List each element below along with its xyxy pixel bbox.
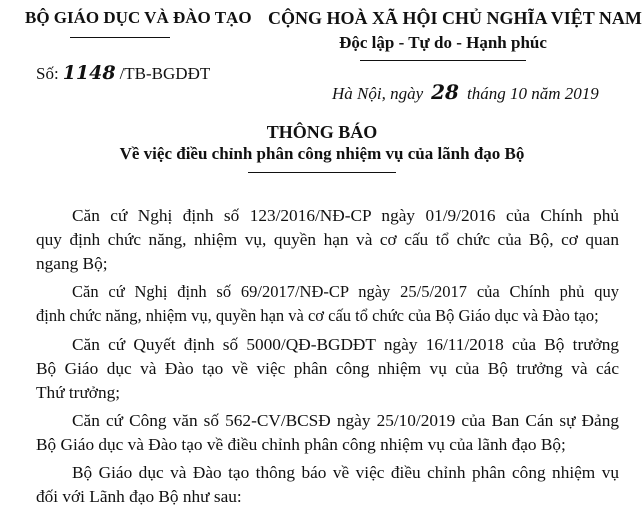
- national-name: CỘNG HOÀ XÃ HỘI CHỦ NGHĨA VIỆT NAM: [268, 8, 642, 28]
- paragraph-line: đối với Lãnh đạo Bộ như sau:: [36, 487, 242, 506]
- paragraph-announcement: [36, 461, 619, 509]
- date-prefix: Hà Nội, ngày: [332, 84, 424, 103]
- document-number: [36, 62, 210, 84]
- doc-number-prefix: Số:: [36, 64, 59, 83]
- paragraph-line: định chức năng, nhiệm vụ, quyền hạn và cơ cấu tổ chức của Bộ Giáo dục và Đào tạo;: [36, 306, 599, 325]
- paragraph-line: Bộ Giáo dục và Đào tạo về việc phân công nhiệm vụ của Bộ trưởng và các: [36, 359, 619, 378]
- title-underline: [248, 172, 396, 173]
- paragraph-line: ngang Bộ;: [36, 254, 108, 273]
- document-title: THÔNG BÁO: [266, 122, 378, 142]
- place-date: [332, 80, 599, 104]
- agency-underline: [70, 37, 170, 38]
- paragraph-line: Bộ Giáo dục và Đào tạo thông báo về việc điều chỉnh phân công nhiệm vụ: [72, 463, 619, 482]
- paragraph-line: Bộ Giáo dục và Đào tạo về điều chỉnh phân công nhiệm vụ của lãnh đạo Bộ;: [36, 435, 566, 454]
- paragraph-line: Căn cứ Nghị định số 69/2017/NĐ-CP ngày 25/5/2017 của Chính phủ quy: [72, 282, 619, 301]
- paragraph-line: Căn cứ Công văn số 562-CV/BCSĐ ngày 25/10/2019 của Ban Cán sự Đảng: [72, 411, 619, 430]
- doc-number-handwritten: 1148: [62, 62, 116, 84]
- motto-underline: [360, 60, 526, 61]
- issuing-agency: BỘ GIÁO DỤC VÀ ĐÀO TẠO: [25, 8, 252, 27]
- doc-number-suffix: /TB-BGDĐT: [119, 64, 211, 83]
- date-suffix: tháng 10 năm 2019: [466, 84, 599, 103]
- date-day-handwritten: 28: [431, 80, 459, 104]
- national-motto: Độc lập - Tự do - Hạnh phúc: [339, 33, 547, 52]
- paragraph-decree-69: [36, 280, 619, 328]
- paragraph-decree-123: [36, 204, 619, 276]
- paragraph-dispatch-562: [36, 409, 619, 457]
- paragraph-line: Căn cứ Quyết định số 5000/QĐ-BGDĐT ngày 16/11/2018 của Bộ trưởng: [72, 335, 619, 354]
- paragraph-line: Căn cứ Nghị định số 123/2016/NĐ-CP ngày 01/9/2016 của Chính phủ: [72, 206, 619, 225]
- paragraph-decision-5000: [36, 333, 619, 405]
- document-subtitle: Về việc điều chỉnh phân công nhiệm vụ của lãnh đạo Bộ: [119, 144, 525, 163]
- paragraph-line: Thứ trưởng;: [36, 383, 121, 402]
- paragraph-line: quy định chức năng, nhiệm vụ, quyền hạn và cơ cấu tổ chức của Bộ, cơ quan: [36, 230, 619, 249]
